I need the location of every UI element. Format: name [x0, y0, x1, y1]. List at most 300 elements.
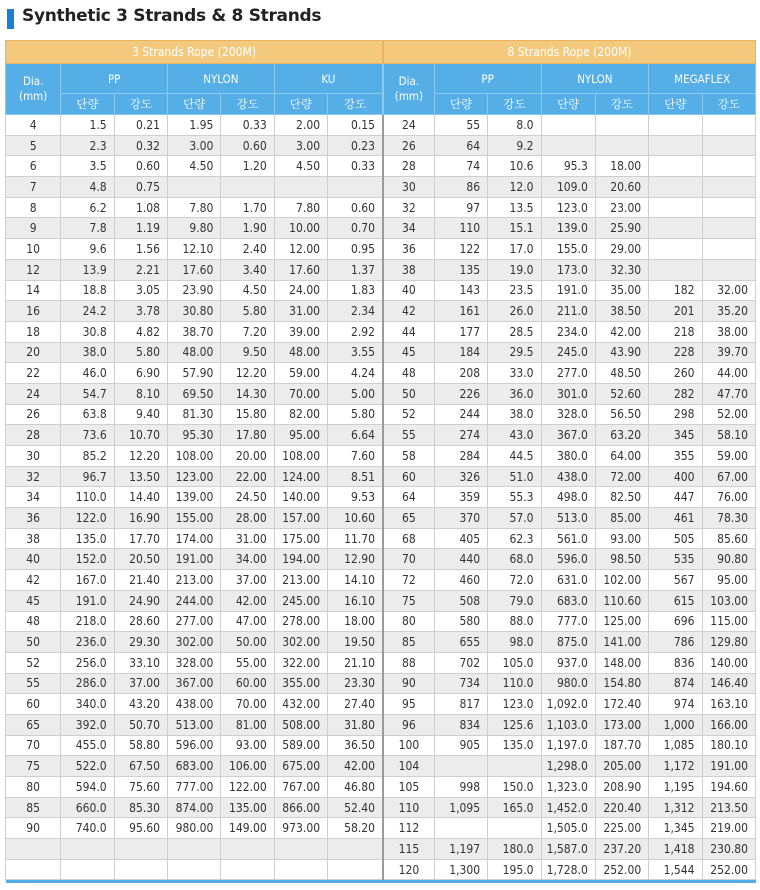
dia-cell: 14: [6, 280, 61, 301]
value-cell: 508.00: [274, 714, 327, 735]
dia-cell: 38: [6, 528, 61, 549]
dia-cell: 44: [383, 321, 434, 342]
value-cell: 286.0: [61, 673, 114, 694]
value-cell: 173.00: [595, 714, 648, 735]
value-cell: 191.0: [541, 280, 595, 301]
value-cell: 1.08: [114, 197, 167, 218]
title-bar: [0, 0, 760, 40]
dia-cell: 65: [383, 508, 434, 529]
value-cell: [168, 859, 221, 880]
value-cell: 135.0: [488, 735, 541, 756]
value-cell: 1,197.0: [541, 735, 595, 756]
value-cell: 2.34: [328, 301, 383, 322]
table-row: [6, 342, 756, 363]
value-cell: 141.00: [595, 632, 648, 653]
value-cell: 245.00: [274, 590, 327, 611]
value-cell: 140.00: [702, 652, 755, 673]
value-cell: 1,544: [649, 859, 702, 880]
value-cell: 767.00: [274, 777, 327, 798]
dia-cell: 55: [6, 673, 61, 694]
value-cell: 33.10: [114, 652, 167, 673]
value-cell: 28.60: [114, 611, 167, 632]
value-cell: [649, 259, 702, 280]
value-cell: [488, 818, 541, 839]
value-cell: 322.00: [274, 652, 327, 673]
value-cell: 1.5: [61, 115, 114, 136]
dia-cell: 72: [383, 570, 434, 591]
value-cell: 12.20: [114, 446, 167, 467]
value-cell: 438.0: [541, 466, 595, 487]
value-cell: 905: [434, 735, 487, 756]
value-cell: 1,000: [649, 714, 702, 735]
value-cell: 836: [649, 652, 702, 673]
group-header-3-strands: 3 Strands Rope (200M): [6, 41, 383, 64]
value-cell: 72.00: [595, 466, 648, 487]
value-cell: 85.00: [595, 508, 648, 529]
value-cell: 245.0: [541, 342, 595, 363]
value-cell: 21.10: [328, 652, 383, 673]
value-cell: [649, 218, 702, 239]
value-cell: 696: [649, 611, 702, 632]
value-cell: 16.10: [328, 590, 383, 611]
value-cell: 0.60: [221, 135, 274, 156]
value-cell: 29.00: [595, 239, 648, 260]
dia-cell: 48: [383, 363, 434, 384]
value-cell: 55.00: [221, 652, 274, 673]
dia-cell: 45: [6, 590, 61, 611]
value-cell: 513.00: [168, 714, 221, 735]
value-cell: 56.50: [595, 404, 648, 425]
table-row: [6, 280, 756, 301]
sub-header-weight: 단량: [274, 94, 327, 115]
value-cell: 9.50: [221, 342, 274, 363]
value-cell: 380.0: [541, 446, 595, 467]
value-cell: 76.00: [702, 487, 755, 508]
value-cell: 122.0: [61, 508, 114, 529]
value-cell: 182: [649, 280, 702, 301]
table-row: [6, 549, 756, 570]
value-cell: 46.80: [328, 777, 383, 798]
value-cell: 32.00: [702, 280, 755, 301]
value-cell: 1.90: [221, 218, 274, 239]
value-cell: 60.00: [221, 673, 274, 694]
value-cell: 180.10: [702, 735, 755, 756]
value-cell: 28.00: [221, 508, 274, 529]
value-cell: 277.0: [541, 363, 595, 384]
value-cell: 55.3: [488, 487, 541, 508]
value-cell: 22.00: [221, 466, 274, 487]
sub-header-strength: 강도: [114, 94, 167, 115]
value-cell: 6.64: [328, 425, 383, 446]
table-row: [6, 197, 756, 218]
value-cell: 105.0: [488, 652, 541, 673]
value-cell: 135.0: [61, 528, 114, 549]
value-cell: 660.0: [61, 797, 114, 818]
value-cell: 167.0: [61, 570, 114, 591]
value-cell: 683.0: [541, 590, 595, 611]
value-cell: 48.00: [274, 342, 327, 363]
value-cell: 31.80: [328, 714, 383, 735]
value-cell: 20.60: [595, 177, 648, 198]
value-cell: 39.00: [274, 321, 327, 342]
value-cell: 180.0: [488, 839, 541, 860]
value-cell: 18.8: [61, 280, 114, 301]
value-cell: 7.8: [61, 218, 114, 239]
value-cell: 0.60: [114, 156, 167, 177]
value-cell: 4.50: [274, 156, 327, 177]
value-cell: 38.0: [61, 342, 114, 363]
value-cell: 405: [434, 528, 487, 549]
value-cell: 17.80: [221, 425, 274, 446]
value-cell: 683.00: [168, 756, 221, 777]
table-row: [6, 259, 756, 280]
value-cell: 157.00: [274, 508, 327, 529]
value-cell: 455.0: [61, 735, 114, 756]
value-cell: 0.23: [328, 135, 383, 156]
value-cell: 980.00: [168, 818, 221, 839]
value-cell: 135: [434, 259, 487, 280]
value-cell: 219.00: [702, 818, 755, 839]
value-cell: 177: [434, 321, 487, 342]
dia-cell: 40: [383, 280, 434, 301]
value-cell: 440: [434, 549, 487, 570]
value-cell: 15.80: [221, 404, 274, 425]
value-cell: 122: [434, 239, 487, 260]
dia-cell: 70: [6, 735, 61, 756]
value-cell: 213.50: [702, 797, 755, 818]
dia-cell: 115: [383, 839, 434, 860]
value-cell: 615: [649, 590, 702, 611]
material-header-ku: KU: [274, 64, 383, 94]
value-cell: 498.0: [541, 487, 595, 508]
value-cell: 38.0: [488, 404, 541, 425]
value-cell: 345: [649, 425, 702, 446]
value-cell: 1.83: [328, 280, 383, 301]
value-cell: 20.50: [114, 549, 167, 570]
value-cell: 218: [649, 321, 702, 342]
value-cell: 93.00: [221, 735, 274, 756]
value-cell: 208.90: [595, 777, 648, 798]
value-cell: 1,587.0: [541, 839, 595, 860]
sub-header-strength: 강도: [488, 94, 541, 115]
value-cell: 998: [434, 777, 487, 798]
table-row: [6, 363, 756, 384]
value-cell: 85.30: [114, 797, 167, 818]
page-title: Synthetic 3 Strands & 8 Strands: [22, 6, 322, 26]
value-cell: 0.60: [328, 197, 383, 218]
value-cell: [274, 839, 327, 860]
value-cell: 4.8: [61, 177, 114, 198]
value-cell: 55: [434, 115, 487, 136]
value-cell: 75.60: [114, 777, 167, 798]
value-cell: 194.00: [274, 549, 327, 570]
value-cell: 817: [434, 694, 487, 715]
value-cell: 129.80: [702, 632, 755, 653]
value-cell: [541, 135, 595, 156]
value-cell: [649, 115, 702, 136]
value-cell: 535: [649, 549, 702, 570]
dia-cell: 4: [6, 115, 61, 136]
value-cell: 1,092.0: [541, 694, 595, 715]
value-cell: [702, 259, 755, 280]
dia-cell: 36: [383, 239, 434, 260]
value-cell: 93.00: [595, 528, 648, 549]
value-cell: [221, 177, 274, 198]
table-row: [6, 383, 756, 404]
value-cell: 37.00: [221, 570, 274, 591]
dia-cell: 24: [383, 115, 434, 136]
value-cell: 64: [434, 135, 487, 156]
value-cell: 14.40: [114, 487, 167, 508]
dia-cell: 5: [6, 135, 61, 156]
dia-cell: 7: [6, 177, 61, 198]
sub-header-weight: 단량: [168, 94, 221, 115]
value-cell: 7.60: [328, 446, 383, 467]
table-row: [6, 321, 756, 342]
value-cell: 14.30: [221, 383, 274, 404]
value-cell: 139.00: [168, 487, 221, 508]
value-cell: 57.0: [488, 508, 541, 529]
dia-cell: 58: [383, 446, 434, 467]
value-cell: 43.90: [595, 342, 648, 363]
dia-cell: 6: [6, 156, 61, 177]
value-cell: 10.00: [274, 218, 327, 239]
value-cell: 108.00: [168, 446, 221, 467]
value-cell: 432.00: [274, 694, 327, 715]
material-header-nylon-right: NYLON: [541, 64, 649, 94]
sub-header-strength: 강도: [328, 94, 383, 115]
value-cell: 110.60: [595, 590, 648, 611]
value-cell: 1,418: [649, 839, 702, 860]
value-cell: 30.8: [61, 321, 114, 342]
value-cell: 1,095: [434, 797, 487, 818]
value-cell: 58.20: [328, 818, 383, 839]
value-cell: 513.0: [541, 508, 595, 529]
value-cell: 447: [649, 487, 702, 508]
value-cell: 734: [434, 673, 487, 694]
value-cell: 8.10: [114, 383, 167, 404]
value-cell: 3.00: [168, 135, 221, 156]
value-cell: 594.0: [61, 777, 114, 798]
value-cell: 508: [434, 590, 487, 611]
dia-cell: 32: [383, 197, 434, 218]
value-cell: 702: [434, 652, 487, 673]
value-cell: 438.00: [168, 694, 221, 715]
dia-cell: 112: [383, 818, 434, 839]
value-cell: 51.0: [488, 466, 541, 487]
dia-label: Dia.: [22, 74, 44, 88]
value-cell: 150.0: [488, 777, 541, 798]
value-cell: 21.40: [114, 570, 167, 591]
value-cell: 0.75: [114, 177, 167, 198]
value-cell: 67.50: [114, 756, 167, 777]
value-cell: [221, 859, 274, 880]
value-cell: 9.80: [168, 218, 221, 239]
value-cell: 359: [434, 487, 487, 508]
value-cell: 24.90: [114, 590, 167, 611]
value-cell: 631.0: [541, 570, 595, 591]
value-cell: 237.20: [595, 839, 648, 860]
value-cell: [114, 859, 167, 880]
dia-cell: 48: [6, 611, 61, 632]
value-cell: 1,298.0: [541, 756, 595, 777]
value-cell: [649, 239, 702, 260]
value-cell: 10.70: [114, 425, 167, 446]
value-cell: 123.00: [168, 466, 221, 487]
value-cell: 140.00: [274, 487, 327, 508]
value-cell: 973.00: [274, 818, 327, 839]
value-cell: 19.0: [488, 259, 541, 280]
table-row: [6, 797, 756, 818]
table-row: [6, 508, 756, 529]
dia-cell: [6, 859, 61, 880]
value-cell: 108.00: [274, 446, 327, 467]
value-cell: 740.0: [61, 818, 114, 839]
value-cell: 236.0: [61, 632, 114, 653]
value-cell: 38.50: [595, 301, 648, 322]
table-row: [6, 528, 756, 549]
dia-cell: 32: [6, 466, 61, 487]
value-cell: 6.90: [114, 363, 167, 384]
dia-cell: 85: [383, 632, 434, 653]
value-cell: 328.00: [168, 652, 221, 673]
value-cell: 213.00: [274, 570, 327, 591]
value-cell: 103.00: [702, 590, 755, 611]
value-cell: 82.00: [274, 404, 327, 425]
dia-cell: 50: [6, 632, 61, 653]
value-cell: 252.00: [702, 859, 755, 880]
value-cell: 866.00: [274, 797, 327, 818]
dia-cell: 20: [6, 342, 61, 363]
value-cell: 18.00: [328, 611, 383, 632]
value-cell: 67.00: [702, 466, 755, 487]
material-header-pp-left: PP: [61, 64, 168, 94]
dia-cell: 55: [383, 425, 434, 446]
value-cell: [649, 197, 702, 218]
value-cell: 82.50: [595, 487, 648, 508]
dia-cell: 70: [383, 549, 434, 570]
value-cell: 9.6: [61, 239, 114, 260]
sub-header-weight: 단량: [61, 94, 114, 115]
value-cell: 42.00: [221, 590, 274, 611]
value-cell: 355.00: [274, 673, 327, 694]
value-cell: 27.40: [328, 694, 383, 715]
value-cell: 122.00: [221, 777, 274, 798]
value-cell: 302.00: [274, 632, 327, 653]
value-cell: 155.00: [168, 508, 221, 529]
dia-cell: 65: [6, 714, 61, 735]
value-cell: 34.00: [221, 549, 274, 570]
table-row: [6, 611, 756, 632]
value-cell: 370: [434, 508, 487, 529]
value-cell: [488, 756, 541, 777]
value-cell: 31.00: [274, 301, 327, 322]
value-cell: 875.0: [541, 632, 595, 653]
value-cell: 47.70: [702, 383, 755, 404]
value-cell: 175.00: [274, 528, 327, 549]
value-cell: 12.10: [168, 239, 221, 260]
value-cell: [168, 177, 221, 198]
value-cell: 3.40: [221, 259, 274, 280]
dia-cell: 22: [6, 363, 61, 384]
value-cell: 30.80: [168, 301, 221, 322]
value-cell: 90.80: [702, 549, 755, 570]
value-cell: 172.40: [595, 694, 648, 715]
rope-spec-table: [5, 40, 756, 883]
value-cell: 3.00: [274, 135, 327, 156]
value-cell: 326: [434, 466, 487, 487]
value-cell: 589.00: [274, 735, 327, 756]
value-cell: 95.00: [274, 425, 327, 446]
value-cell: 2.92: [328, 321, 383, 342]
value-cell: 561.0: [541, 528, 595, 549]
value-cell: [649, 156, 702, 177]
dia-cell: 40: [6, 549, 61, 570]
value-cell: 12.90: [328, 549, 383, 570]
value-cell: 70.00: [274, 383, 327, 404]
table-row: [6, 466, 756, 487]
value-cell: 29.5: [488, 342, 541, 363]
value-cell: 9.2: [488, 135, 541, 156]
value-cell: 39.70: [702, 342, 755, 363]
value-cell: 777.00: [168, 777, 221, 798]
material-header-nylon-left: NYLON: [168, 64, 275, 94]
value-cell: 8.51: [328, 466, 383, 487]
value-cell: 191.0: [61, 590, 114, 611]
dia-header-left: [6, 64, 61, 115]
value-cell: 230.80: [702, 839, 755, 860]
value-cell: 86: [434, 177, 487, 198]
value-cell: 25.90: [595, 218, 648, 239]
value-cell: 96.7: [61, 466, 114, 487]
value-cell: 1.37: [328, 259, 383, 280]
value-cell: 15.1: [488, 218, 541, 239]
value-cell: 123.0: [488, 694, 541, 715]
dia-cell: 28: [6, 425, 61, 446]
dia-cell: 68: [383, 528, 434, 549]
value-cell: 1,345: [649, 818, 702, 839]
value-cell: 155.0: [541, 239, 595, 260]
value-cell: 165.0: [488, 797, 541, 818]
table-row: [6, 446, 756, 467]
dia-cell: 30: [383, 177, 434, 198]
value-cell: 79.0: [488, 590, 541, 611]
value-cell: [702, 218, 755, 239]
value-cell: 10.6: [488, 156, 541, 177]
sub-header-strength: 강도: [702, 94, 755, 115]
value-cell: 1,728.0: [541, 859, 595, 880]
sub-header-weight: 단량: [434, 94, 487, 115]
dia-cell: 34: [6, 487, 61, 508]
dia-cell: 88: [383, 652, 434, 673]
value-cell: 13.50: [114, 466, 167, 487]
value-cell: 974: [649, 694, 702, 715]
table-row: [6, 735, 756, 756]
value-cell: 191.00: [702, 756, 755, 777]
value-cell: 24.2: [61, 301, 114, 322]
value-cell: 73.6: [61, 425, 114, 446]
value-cell: 95.00: [702, 570, 755, 591]
value-cell: 12.20: [221, 363, 274, 384]
value-cell: [328, 177, 383, 198]
value-cell: [274, 177, 327, 198]
value-cell: [649, 177, 702, 198]
value-cell: 282: [649, 383, 702, 404]
value-cell: 191.00: [168, 549, 221, 570]
value-cell: 1,312: [649, 797, 702, 818]
value-cell: 195.0: [488, 859, 541, 880]
dia-cell: 95: [383, 694, 434, 715]
